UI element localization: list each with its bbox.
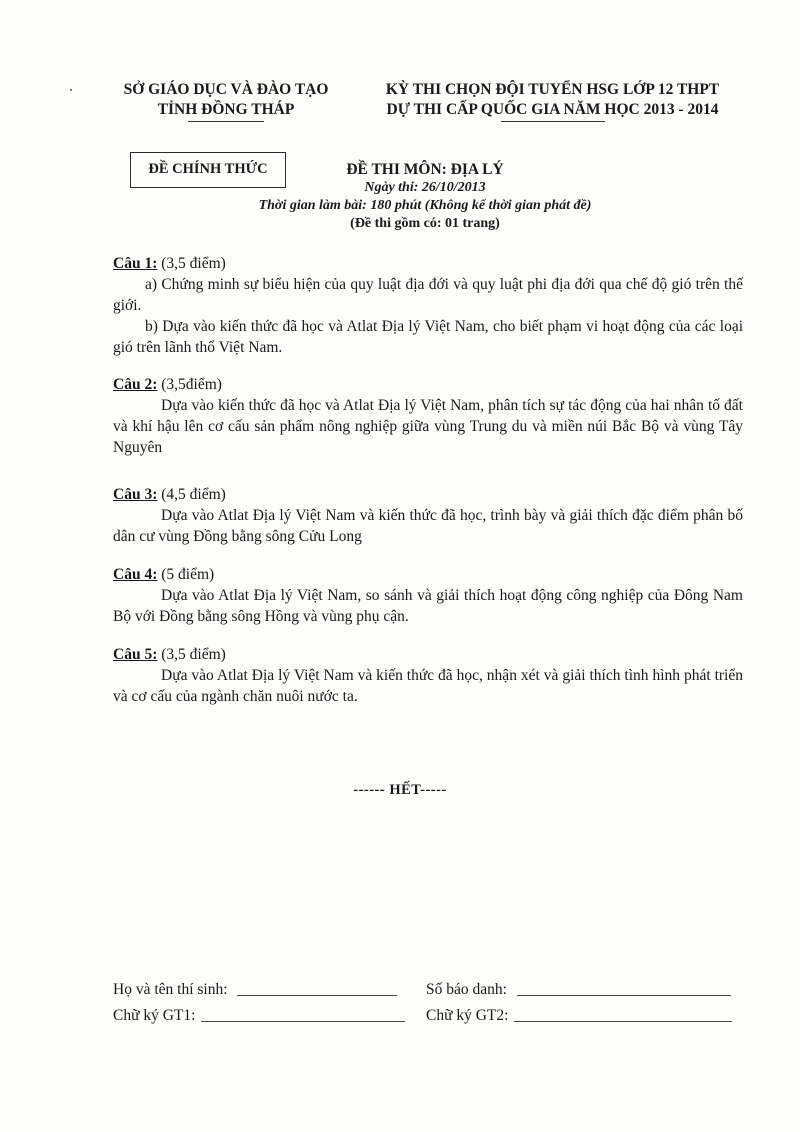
end-mark: ------ HẾT-----	[353, 782, 447, 798]
question-label: Câu 4:	[113, 566, 158, 583]
question-part: Dựa vào Atlat Địa lý Việt Nam và kiến thức đã học, trình bày và giải thích đặc điểm phân bố dân cư vùng Đồng bằng sông Cửu Long	[113, 507, 743, 545]
issuer-province: TỈNH ĐỒNG THÁP	[157, 101, 295, 118]
exam-title-block	[220, 160, 630, 233]
exam-pages-note: (Đề thi gồm có: 01 trang)	[350, 216, 500, 231]
candidate-name-blank[interactable]	[237, 981, 397, 996]
exam-underline	[501, 121, 605, 122]
examiner2-label: Chữ ký GT2:	[426, 1007, 509, 1024]
candidate-number-field[interactable]	[426, 980, 731, 1000]
candidate-name-field[interactable]	[113, 980, 397, 1000]
exam-name: KỲ THI CHỌN ĐỘI TUYỂN HSG LỚP 12 THPT	[385, 81, 720, 98]
question-points: (3,5điểm)	[161, 376, 222, 393]
question-label: Câu 2:	[113, 376, 158, 393]
issuer-header	[110, 80, 342, 122]
question-2	[113, 374, 743, 458]
examiner2-signature-field[interactable]	[426, 1006, 732, 1026]
examiner1-label: Chữ ký GT1:	[113, 1007, 196, 1024]
question-label: Câu 5:	[113, 646, 158, 663]
candidate-number-label: Số báo danh:	[426, 981, 507, 998]
question-label: Câu 3:	[113, 486, 158, 503]
exam-year: DỰ THI CẤP QUỐC GIA NĂM HỌC 2013 - 2014	[386, 101, 719, 118]
question-part: Dựa vào Atlat Địa lý Việt Nam, so sánh và giải thích hoạt động công nghiệp của Đông Nam Bộ với Đồng bằng sông Hồng và vùng phụ cận.	[113, 587, 743, 625]
question-points: (4,5 điểm)	[161, 486, 226, 503]
question-4	[113, 564, 743, 627]
examiner1-blank[interactable]	[201, 1007, 405, 1022]
candidate-number-blank[interactable]	[517, 981, 731, 996]
question-part: Dựa vào Atlat Địa lý Việt Nam và kiến thức đã học, nhận xét và giải thích tình hình phát triển và cơ cấu của ngành chăn nuôi nước ta.	[113, 667, 743, 705]
question-1	[113, 253, 743, 358]
exam-header	[360, 80, 745, 122]
issuer-department: SỞ GIÁO DỤC VÀ ĐÀO TẠO	[123, 81, 329, 98]
exam-title: ĐỀ THI MÔN: ĐỊA LÝ	[346, 161, 504, 178]
exam-duration: Thời gian làm bài: 180 phút (Không kể thời gian phát đề)	[258, 198, 592, 213]
question-points: (3,5 điểm)	[161, 646, 226, 663]
question-part: a) Chứng minh sự biểu hiện của quy luật địa đới và quy luật phi địa đới qua chế độ gió trên thế giới.	[113, 276, 743, 314]
question-3	[113, 484, 743, 547]
question-part: Dựa vào kiến thức đã học và Atlat Địa lý Việt Nam, phân tích sự tác động của hai nhân tố đất và khí hậu lên cơ cấu sản phẩm nông nghiệp giữa vùng Trung du và miền núi Bắc Bộ và vùng Tây Nguyên	[113, 397, 743, 456]
question-5	[113, 644, 743, 707]
exam-date: Ngày thi: 26/10/2013	[364, 180, 486, 195]
question-points: (3,5 điểm)	[161, 255, 226, 272]
question-points: (5 điểm)	[161, 566, 215, 583]
examiner1-signature-field[interactable]	[113, 1006, 405, 1026]
question-label: Câu 1:	[113, 255, 158, 272]
candidate-name-label: Họ và tên thí sinh:	[113, 981, 228, 998]
official-label: ĐỀ CHÍNH THỨC	[130, 152, 286, 188]
issuer-underline	[188, 121, 264, 122]
question-part: b) Dựa vào kiến thức đã học và Atlat Địa lý Việt Nam, cho biết phạm vi hoạt động của các loại gió trên lãnh thổ Việt Nam.	[113, 318, 743, 356]
scan-speck	[70, 89, 72, 91]
examiner2-blank[interactable]	[514, 1007, 732, 1022]
